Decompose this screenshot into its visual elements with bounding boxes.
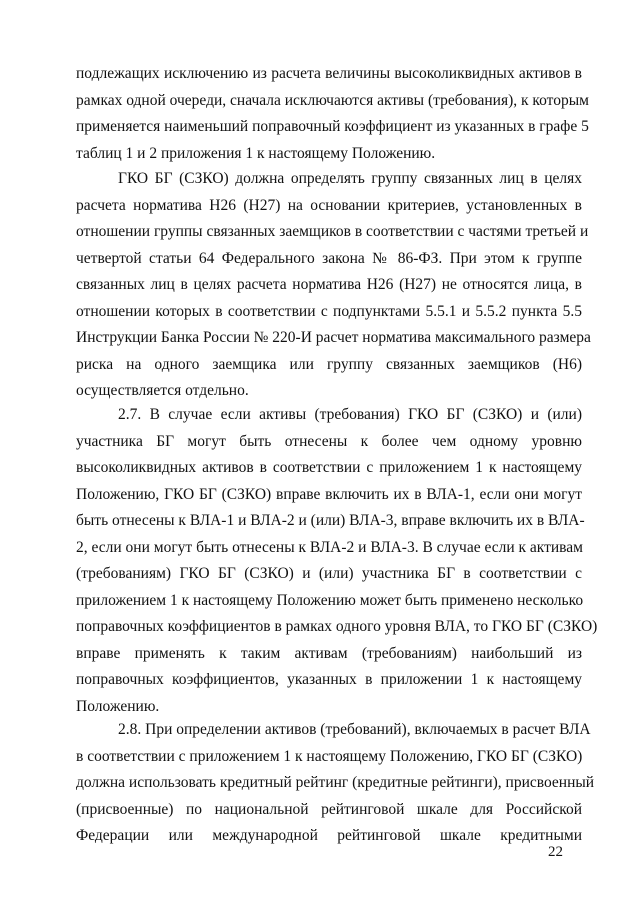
text-line: отношении которых в соответствии с подпунктами 5.5.1 и 5.5.2 пункта 5.5 [76, 302, 582, 320]
text-line: применяется наименьший поправочный коэффициент из указанных в графе 5 [76, 118, 589, 135]
text-line: Положению, ГКО БГ (СЗКО) вправе включить их в ВЛА-1, если они могут [76, 485, 582, 503]
text-line: четвертой статьи 64 Федерального закона № 86-ФЗ. При этом к группе [76, 249, 582, 267]
text-line: таблиц 1 и 2 приложения 1 к настоящему Положению. [76, 144, 436, 162]
text-line: 2.8. При определении активов (требований), включаемых в расчет ВЛА [118, 721, 591, 738]
text-line: поправочных коэффициентов, указанных в приложении 1 к настоящему [76, 671, 582, 688]
text-line: в соответствии с приложением 1 к настоящему Положению, ГКО БГ (СЗКО) [76, 747, 583, 765]
text-line: (требованиям) ГКО БГ (СЗКО) и (или) участника БГ в соответствии с [76, 565, 582, 582]
text-line: связанных лиц в целях расчета норматива Н26 (Н27) не относятся лица, в [76, 276, 582, 293]
text-line: участника БГ могут быть отнесены к более чем одному уровню [76, 432, 582, 450]
text-line: риска на одного заемщика или группу связанных заемщиков (Н6) [76, 355, 582, 373]
text-line: ГКО БГ (СЗКО) должна определять группу связанных лиц в целях [118, 170, 582, 187]
text-line: вправе применять к таким активам (требованиям) наибольший из [76, 644, 582, 662]
text-line: осуществляется отдельно. [76, 382, 249, 399]
text-line: приложением 1 к настоящему Положению может быть применено несколько [76, 591, 584, 609]
text-line: Федерации или международной рейтинговой шкале кредитными [76, 827, 582, 844]
text-line: должна использовать кредитный рейтинг (кредитные рейтинги), присвоенный [76, 774, 595, 791]
text-line: Положению. [76, 697, 160, 715]
page-number: 22 [548, 844, 563, 860]
text-line: поправочных коэффициентов в рамках одного уровня ВЛА, то ГКО БГ (СЗКО) [76, 618, 598, 635]
text-line: рамках одной очереди, сначала исключаются активы (требования), к которым [76, 91, 589, 109]
text-line: высоколиквидных активов в соответствии с приложением 1 к настоящему [76, 459, 582, 476]
text-line: 2.7. В случае если активы (требования) ГКО БГ (СЗКО) и (или) [118, 406, 582, 423]
text-line: (присвоенные) по национальной рейтинговой шкале для Российской [76, 800, 582, 818]
paragraph-2-7 [76, 402, 598, 720]
text-line: подлежащих исключению из расчета величины высоколиквидных активов в [76, 65, 582, 82]
text-line: отношении группы связанных заемщиков в соответствии с частями третьей и [76, 223, 589, 240]
paragraph-2-8 [76, 717, 595, 850]
text-line: расчета норматива Н26 (Н27) на основании критериев, установленных в [76, 196, 582, 214]
text-line: Инструкции Банка России № 220-И расчет норматива максимального размера [76, 329, 591, 346]
paragraph-continuation [76, 61, 589, 167]
text-line: 2, если они могут быть отнесены к ВЛА-2 и ВЛА-3. В случае если к активам [76, 538, 583, 556]
paragraph-related-parties [76, 166, 591, 405]
text-line: быть отнесены к ВЛА-1 и ВЛА-2 и (или) ВЛА-3, вправе включить их в ВЛА- [76, 512, 585, 529]
